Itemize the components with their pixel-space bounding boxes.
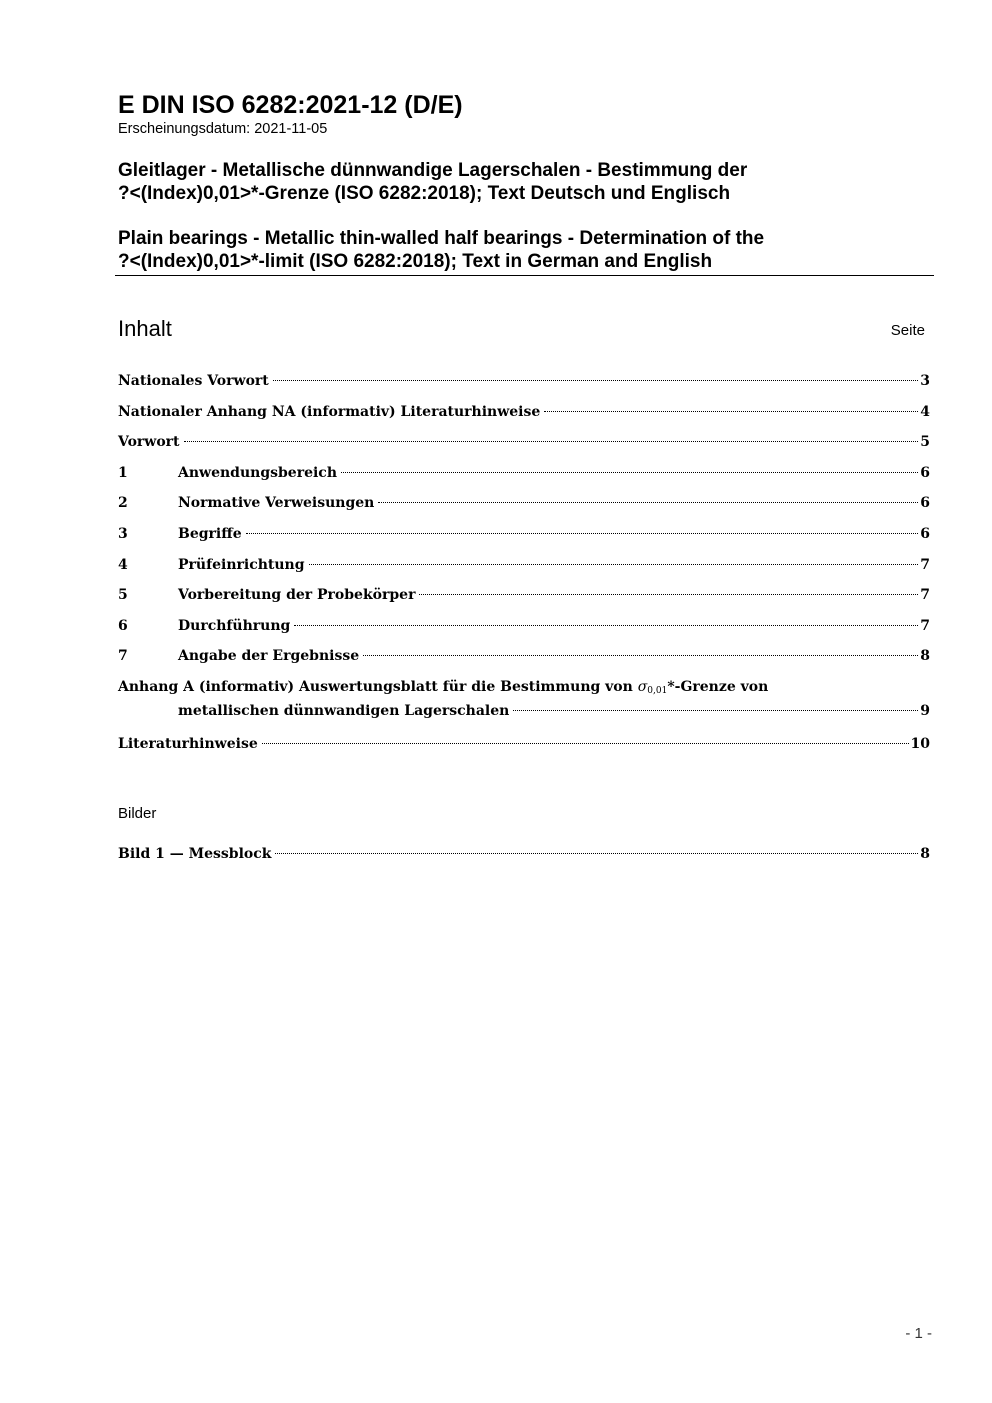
toc-entry-literaturhinweise[interactable] [118,733,930,764]
title-english [118,227,933,273]
page-number: - 1 - [905,1325,932,1342]
toc-entry-label: Angabe der Ergebnisse [178,648,360,665]
toc-entry-page: 6 [920,525,930,542]
toc-entry-5[interactable] [118,584,930,615]
title-english-line-1: Plain bearings - Metallic thin-walled half bearings - Determination of the [118,228,765,249]
toc-entry-page: 8 [920,648,930,665]
toc-entry-number: 7 [118,648,128,665]
toc-dot-leader [544,411,918,412]
toc-entry-page: 3 [920,373,930,389]
figure-entry-page: 8 [920,846,930,862]
toc-dot-leader [378,502,918,503]
publication-date: Erscheinungsdatum: 2021-11-05 [118,121,328,137]
toc-entry-label: Normative Verweisungen [178,495,375,512]
toc-entry-4[interactable] [118,554,930,585]
toc-entry-label: Nationaler Anhang NA (informativ) Literaturhinweise [118,403,541,420]
toc-entry-page: 7 [920,556,930,573]
toc-entry-nationales-vorwort[interactable] [118,370,930,401]
toc-dot-leader [294,625,918,626]
table-of-contents [118,370,930,764]
figure-entry-label: Bild 1 — Messblock [118,846,272,862]
toc-entry-page: 7 [920,617,930,634]
figure-entry-bild-1[interactable] [118,843,930,874]
toc-dot-leader [273,380,919,381]
toc-annex-line-2-text: metallischen dünnwandigen Lagerschalen [178,702,510,719]
toc-entry-label: Durchführung [178,617,291,634]
toc-dot-leader [363,655,918,656]
toc-entry-vorwort[interactable] [118,431,930,462]
toc-page-column-label: Seite [890,322,925,339]
toc-entry-label: Anwendungsbereich [178,464,337,481]
toc-entry-number: 6 [118,617,128,634]
toc-entry-label: Vorbereitung der Probekörper [178,587,416,604]
figures-heading: Bilder [118,805,157,822]
toc-entry-label: Begriffe [178,525,242,542]
header-divider [115,275,934,276]
toc-dot-leader [246,533,919,534]
toc-dot-leader [513,710,918,711]
toc-entry-page: 9 [920,702,930,719]
toc-entry-number: 4 [118,556,128,573]
toc-entry-1[interactable] [118,462,930,493]
document-title: E DIN ISO 6282:2021-12 (D/E) [118,91,463,119]
document-header [118,90,933,273]
sigma-symbol: σ [637,678,648,695]
toc-annex-prefix: Anhang A (informativ) Auswertungsblatt für die Bestimmung von [118,678,638,695]
toc-entry-page: 10 [910,735,930,752]
toc-dot-leader [262,743,909,744]
toc-entry-label: Prüfeinrichtung [178,556,305,573]
toc-entry-label: Vorwort [118,434,180,451]
list-of-figures [118,843,930,874]
toc-entry-number: 1 [118,464,128,481]
toc-dot-leader [184,441,919,442]
toc-entry-label: Literaturhinweise [118,735,258,752]
toc-entry-page: 6 [920,495,930,512]
title-german [118,159,933,205]
toc-annex-suffix: *-Grenze von [667,678,769,695]
sigma-subscript: 0,01 [647,685,668,696]
toc-entry-nationaler-anhang[interactable] [118,401,930,432]
toc-entry-6[interactable] [118,615,930,646]
toc-entry-annex-a[interactable] [118,677,930,733]
toc-dot-leader [419,594,918,595]
toc-dot-leader [341,472,918,473]
toc-entry-page: 6 [920,464,930,481]
title-english-line-2: ?<(Index)0,01>*-limit (ISO 6282:2018); Text in German and English [118,251,713,272]
toc-dot-leader [309,564,919,565]
toc-entry-label: Nationales Vorwort [118,373,269,389]
toc-annex-line-1 [118,677,930,701]
toc-entry-3[interactable] [118,523,930,554]
title-german-line-2: ?<(Index)0,01>*-Grenze (ISO 6282:2018); Text Deutsch und Englisch [118,183,731,204]
toc-entry-page: 4 [920,403,930,420]
toc-entry-number: 5 [118,587,128,604]
toc-entry-number: 3 [118,525,128,542]
toc-entry-7[interactable] [118,645,930,676]
toc-entry-page: 5 [920,434,930,451]
toc-entry-page: 7 [920,587,930,604]
toc-annex-line-2 [118,701,930,733]
toc-entry-2[interactable] [118,492,930,523]
toc-entry-number: 2 [118,495,128,512]
toc-dot-leader [275,853,918,854]
toc-heading: Inhalt [118,316,172,341]
title-german-line-1: Gleitlager - Metallische dünnwandige Lagerschalen - Bestimmung der [118,160,748,181]
